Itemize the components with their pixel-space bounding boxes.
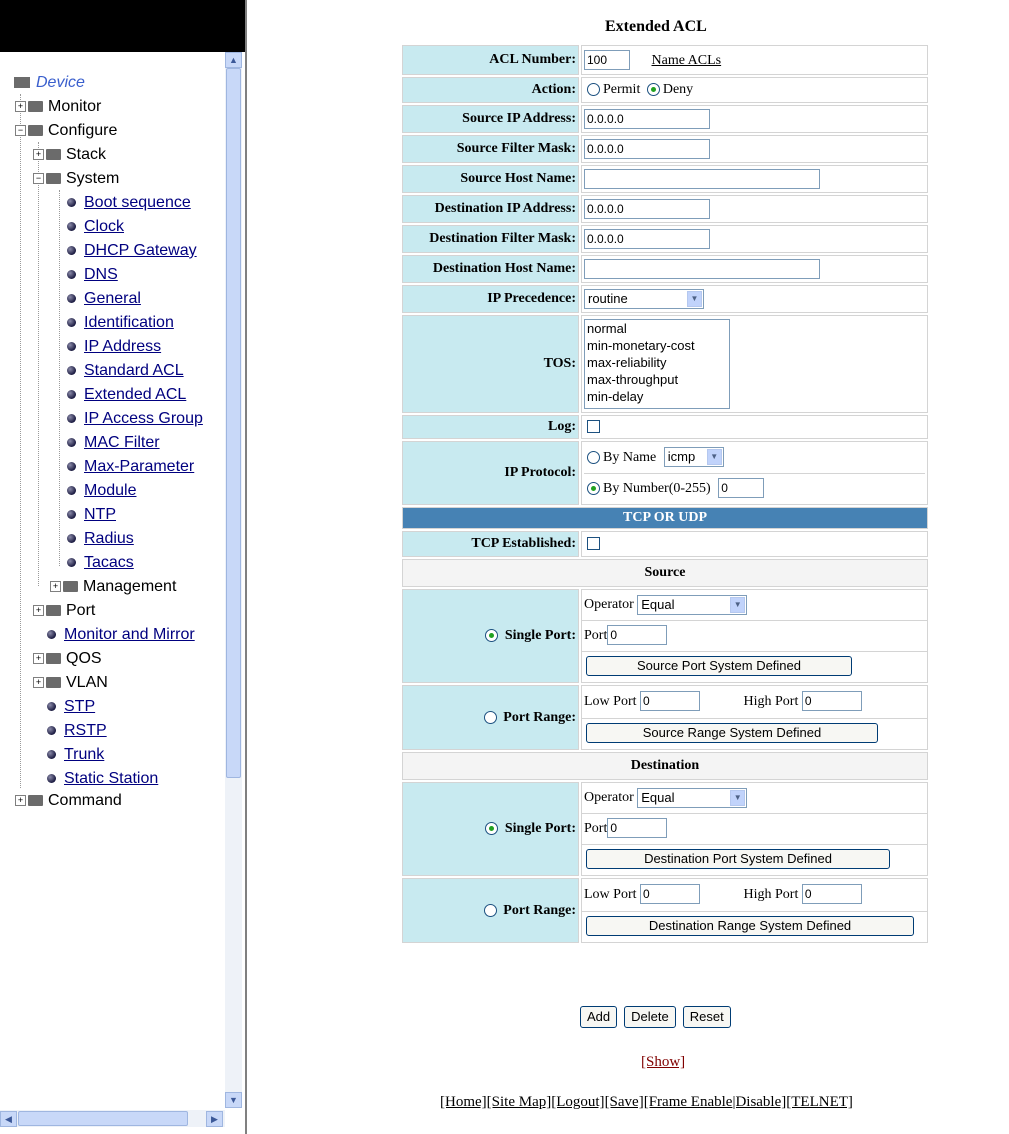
tree-command[interactable]: + Command <box>15 790 122 812</box>
destination-ip-input[interactable] <box>584 199 710 219</box>
scroll-right-icon[interactable]: ▶ <box>206 1111 223 1127</box>
source-ip-label: Source IP Address: <box>402 105 579 133</box>
folder-open-icon <box>28 125 43 136</box>
source-mask-label: Source Filter Mask: <box>402 135 579 163</box>
by-number-row <box>584 474 925 504</box>
bullet-icon <box>67 534 76 543</box>
show-link[interactable]: [Show] <box>641 1054 686 1070</box>
tcp-established-checkbox[interactable] <box>587 537 600 550</box>
destination-operator-select[interactable] <box>637 788 747 808</box>
source-port-range-radio[interactable] <box>484 711 497 724</box>
destination-range-system-defined-button[interactable]: Destination Range System Defined <box>586 916 914 936</box>
site-map-link[interactable]: [Site Map] <box>486 1094 552 1110</box>
folder-open-icon <box>46 173 61 184</box>
source-port-system-defined-button[interactable]: Source Port System Defined <box>586 656 852 676</box>
source-operator-label: Operator <box>584 597 634 612</box>
tree-item-ntp[interactable]: NTP <box>67 504 116 526</box>
source-single-port-label: Single Port: <box>504 628 576 643</box>
source-range-btn-row <box>582 719 927 749</box>
add-button[interactable]: Add <box>580 1006 617 1028</box>
destination-port-label: Port <box>584 821 608 836</box>
by-name-radio[interactable] <box>587 451 600 464</box>
scroll-down-icon[interactable]: ▼ <box>225 1092 242 1108</box>
source-operator-value: Equal <box>641 596 675 612</box>
tree-item-standard-acl[interactable]: Standard ACL <box>67 360 184 382</box>
collapse-icon[interactable]: − <box>15 125 26 136</box>
source-port-row <box>582 621 927 652</box>
tos-option[interactable]: max-reliability <box>587 355 667 370</box>
action-label: Action: <box>402 77 579 103</box>
source-low-port-label: Low Port <box>584 694 637 709</box>
tree-system[interactable]: − System <box>33 168 119 190</box>
destination-operator-value: Equal <box>641 789 675 805</box>
tos-option[interactable]: min-delay <box>587 389 644 404</box>
name-acls-link[interactable]: Name ACLs <box>651 53 722 68</box>
source-port-btn-row <box>582 652 927 682</box>
bullet-icon <box>47 750 56 759</box>
folder-icon <box>46 653 61 664</box>
save-link[interactable]: [Save] <box>604 1094 644 1110</box>
bullet-icon <box>67 222 76 231</box>
tree-item-radius[interactable]: Radius <box>67 528 134 550</box>
scroll-up-icon[interactable]: ▲ <box>225 52 242 68</box>
destination-port-range-radio[interactable] <box>484 904 497 917</box>
tree-item-module[interactable]: Module <box>67 480 136 502</box>
source-single-port-radio[interactable] <box>485 629 498 642</box>
chevron-down-icon: ▼ <box>730 790 745 806</box>
folder-icon <box>46 149 61 160</box>
vertical-scrollbar[interactable] <box>225 52 242 1108</box>
tree-vlan[interactable]: + VLAN <box>33 672 108 694</box>
source-range-system-defined-button[interactable]: Source Range System Defined <box>586 723 878 743</box>
tree-item-max-parameter[interactable]: Max-Parameter <box>67 456 194 478</box>
bullet-icon <box>47 726 56 735</box>
tree-item-trunk[interactable]: Trunk <box>47 744 104 766</box>
tree-configure[interactable]: − Configure <box>15 120 117 142</box>
expand-icon[interactable]: + <box>33 653 44 664</box>
tree-item-monitor-and-mirror[interactable]: Monitor and Mirror <box>47 624 195 646</box>
tree-item-dhcp-gateway[interactable]: DHCP Gateway <box>67 240 197 262</box>
horizontal-scroll-thumb[interactable] <box>18 1111 188 1126</box>
source-high-port-input[interactable] <box>802 691 862 711</box>
protocol-name-value: icmp <box>667 449 696 465</box>
home-link[interactable]: [Home] <box>440 1094 487 1110</box>
extended-acl-form <box>400 43 930 945</box>
telnet-link[interactable]: [TELNET] <box>786 1094 853 1110</box>
footer-links <box>440 1094 853 1111</box>
destination-mask-label: Destination Filter Mask: <box>402 225 579 253</box>
destination-port-range-cell <box>402 878 579 943</box>
destination-range-row <box>582 879 927 912</box>
bullet-icon <box>67 414 76 423</box>
collapse-icon[interactable]: − <box>33 173 44 184</box>
tree-qos[interactable]: + QOS <box>33 648 102 670</box>
bullet-icon <box>67 510 76 519</box>
bullet-icon <box>67 438 76 447</box>
destination-port-btn-row <box>582 845 927 875</box>
frame-disable-link[interactable]: |Disable] <box>732 1094 787 1110</box>
tos-label: TOS: <box>402 315 579 413</box>
folder-icon <box>63 581 78 592</box>
folder-icon <box>46 677 61 688</box>
expand-icon[interactable]: + <box>15 795 26 806</box>
log-label: Log: <box>402 415 579 439</box>
tree-item-ip-address[interactable]: IP Address <box>67 336 161 358</box>
acl-number-label: ACL Number: <box>402 45 579 75</box>
destination-low-port-label: Low Port <box>584 887 637 902</box>
content-frame <box>247 0 1009 1134</box>
tree-monitor[interactable]: + Monitor <box>15 96 101 118</box>
bullet-icon <box>67 462 76 471</box>
expand-icon[interactable]: + <box>33 605 44 616</box>
destination-port-range-label: Port Range: <box>503 902 576 918</box>
acl-number-cell <box>581 45 928 75</box>
bullet-icon <box>67 558 76 567</box>
permit-radio[interactable] <box>587 83 600 96</box>
bullet-icon <box>67 486 76 495</box>
bullet-icon <box>67 270 76 279</box>
destination-port-row <box>582 814 927 845</box>
tcp-established-label: TCP Established: <box>402 531 579 557</box>
tree-port[interactable]: + Port <box>33 600 95 622</box>
source-low-port-input[interactable] <box>640 691 700 711</box>
source-port-input[interactable] <box>607 625 667 645</box>
tree-item-general[interactable]: General <box>67 288 141 310</box>
horizontal-scrollbar[interactable] <box>0 1110 225 1127</box>
acl-number-input[interactable] <box>584 50 630 70</box>
tree-stack[interactable]: + Stack <box>33 144 106 166</box>
source-port-label: Port <box>584 628 608 643</box>
tos-listbox[interactable] <box>584 319 730 409</box>
by-number-label: By Number(0-255) <box>603 480 711 496</box>
bullet-icon <box>47 702 56 711</box>
source-header: Source <box>402 559 928 587</box>
bullet-icon <box>67 198 76 207</box>
chevron-down-icon: ▼ <box>687 291 702 307</box>
destination-high-port-label: High Port <box>743 887 799 902</box>
tos-option[interactable]: max-throughput <box>587 372 679 387</box>
source-port-range-cell <box>402 685 579 750</box>
destination-range-btn-row <box>582 912 927 942</box>
ip-precedence-select[interactable] <box>584 289 704 309</box>
source-host-label: Source Host Name: <box>402 165 579 193</box>
permit-label: Permit <box>603 82 641 97</box>
tree-item-boot-sequence[interactable]: Boot sequence <box>67 192 191 214</box>
page-title: Extended ACL <box>605 18 707 35</box>
bullet-icon <box>67 294 76 303</box>
protocol-number-input[interactable] <box>718 478 764 498</box>
bullet-icon <box>67 390 76 399</box>
deny-label: Deny <box>662 82 694 97</box>
destination-ip-label: Destination IP Address: <box>402 195 579 223</box>
source-range-row <box>582 686 927 719</box>
bullet-icon <box>67 366 76 375</box>
bullet-icon <box>47 630 56 639</box>
destination-operator-label: Operator <box>584 790 634 805</box>
destination-header: Destination <box>402 752 928 780</box>
tree-item-stp[interactable]: STP <box>47 696 95 718</box>
chevron-down-icon: ▼ <box>730 597 745 613</box>
expand-icon[interactable]: + <box>33 677 44 688</box>
destination-mask-input[interactable] <box>584 229 710 249</box>
bullet-icon <box>67 246 76 255</box>
destination-port-system-defined-button[interactable]: Destination Port System Defined <box>586 849 890 869</box>
destination-host-label: Destination Host Name: <box>402 255 579 283</box>
log-checkbox[interactable] <box>587 420 600 433</box>
source-operator-select[interactable] <box>637 595 747 615</box>
expand-icon[interactable]: + <box>15 101 26 112</box>
source-host-input[interactable] <box>584 169 820 189</box>
by-name-label: By Name <box>603 449 657 465</box>
destination-single-port-radio[interactable] <box>485 822 498 835</box>
destination-host-input[interactable] <box>584 259 820 279</box>
folder-icon <box>46 605 61 616</box>
tree-item-dns[interactable]: DNS <box>67 264 118 286</box>
tos-option[interactable]: normal <box>587 321 627 336</box>
device-icon <box>14 77 30 88</box>
tree-item-extended-acl[interactable]: Extended ACL <box>67 384 186 406</box>
tree-item-static-station[interactable]: Static Station <box>47 768 158 790</box>
tree-management[interactable]: + Management <box>50 576 176 598</box>
tree-item-tacacs[interactable]: Tacacs <box>67 552 134 574</box>
folder-icon <box>28 101 43 112</box>
tree-device[interactable]: Device <box>14 72 85 94</box>
source-port-range-label: Port Range: <box>503 709 576 725</box>
protocol-name-select[interactable] <box>664 447 724 467</box>
destination-single-port-cell <box>402 782 579 876</box>
frame-enable-link[interactable]: [Frame Enable <box>643 1094 733 1110</box>
tree-item-identification[interactable]: Identification <box>67 312 174 334</box>
destination-low-port-input[interactable] <box>640 884 700 904</box>
by-name-row <box>584 443 925 474</box>
source-operator-row <box>582 590 927 621</box>
chevron-down-icon: ▼ <box>707 449 722 465</box>
ip-precedence-label: IP Precedence: <box>402 285 579 313</box>
destination-high-port-input[interactable] <box>802 884 862 904</box>
form-actions <box>580 1006 734 1028</box>
vertical-scroll-thumb[interactable] <box>226 68 241 778</box>
ip-protocol-label: IP Protocol: <box>402 441 579 505</box>
tree-item-clock[interactable]: Clock <box>67 216 124 238</box>
bullet-icon <box>67 318 76 327</box>
navigation-frame <box>0 0 247 1134</box>
delete-button[interactable]: Delete <box>624 1006 676 1028</box>
deny-radio[interactable] <box>647 83 660 96</box>
banner <box>0 0 245 52</box>
expand-icon[interactable]: + <box>50 581 61 592</box>
reset-button[interactable]: Reset <box>683 1006 731 1028</box>
logout-link[interactable]: [Logout] <box>551 1094 605 1110</box>
source-ip-input[interactable] <box>584 109 710 129</box>
destination-port-input[interactable] <box>607 818 667 838</box>
tcp-udp-header: TCP OR UDP <box>402 507 928 529</box>
destination-operator-row <box>582 783 927 814</box>
tree-item-mac-filter[interactable]: MAC Filter <box>67 432 160 454</box>
ip-precedence-value: routine <box>588 291 628 306</box>
tos-option[interactable]: min-monetary-cost <box>587 338 695 353</box>
folder-icon <box>28 795 43 806</box>
source-single-port-cell <box>402 589 579 683</box>
action-cell <box>581 77 928 103</box>
source-mask-input[interactable] <box>584 139 710 159</box>
bullet-icon <box>47 774 56 783</box>
destination-single-port-label: Single Port: <box>504 821 576 836</box>
tree-item-ip-access-group[interactable]: IP Access Group <box>67 408 203 430</box>
source-high-port-label: High Port <box>743 694 799 709</box>
bullet-icon <box>67 342 76 351</box>
scroll-left-icon[interactable]: ◀ <box>0 1111 17 1127</box>
tree-item-rstp[interactable]: RSTP <box>47 720 107 742</box>
expand-icon[interactable]: + <box>33 149 44 160</box>
by-number-radio[interactable] <box>587 482 600 495</box>
